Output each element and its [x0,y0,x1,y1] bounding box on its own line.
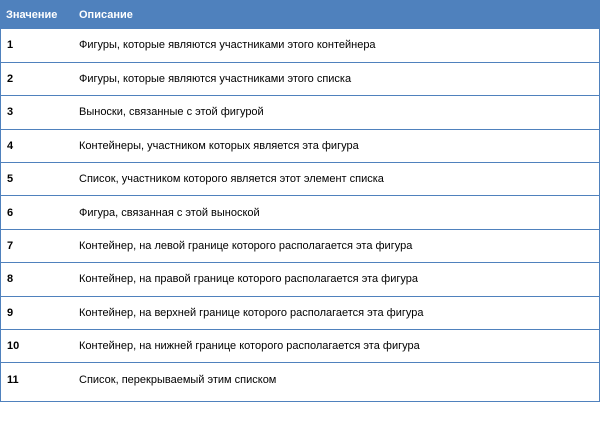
row-description: Фигуры, которые являются участниками этого контейнера [79,39,376,52]
row-value: 10 [7,340,20,353]
row-description: Фигура, связанная с этой выноской [79,206,260,219]
row-description: Контейнер, на правой границе которого располагается эта фигура [79,273,418,286]
header-description: Описание [79,8,133,21]
table-header-row [1,0,599,29]
table-row [1,363,599,396]
row-value: 11 [7,373,19,386]
row-value: 8 [7,273,14,286]
row-description: Фигуры, которые являются участниками этого списка [79,73,352,86]
row-value: 1 [7,39,14,52]
row-description: Выноски, связанные с этой фигурой [79,106,264,119]
table-row [1,62,599,95]
row-value: 5 [7,173,14,186]
table-row [1,163,599,196]
row-value: 2 [7,73,14,86]
table-row [1,229,599,262]
table-row [1,196,599,229]
row-value: 3 [7,106,14,119]
values-table [1,0,599,396]
row-description: Контейнер, на левой границе которого располагается эта фигура [79,240,413,253]
row-value: 6 [7,206,14,219]
header-value: Значение [6,8,58,21]
row-value: 9 [7,306,14,319]
table-row [1,96,599,129]
table-row [1,330,599,363]
row-description: Контейнер, на нижней границе которого располагается эта фигура [79,340,420,353]
row-description: Контейнеры, участником которых является эта фигура [79,139,359,152]
row-description: Список, участником которого является этот элемент списка [79,173,384,186]
table-row [1,296,599,329]
row-description: Контейнер, на верхней границе которого располагается эта фигура [79,306,424,319]
table-row [1,263,599,296]
table-row [1,129,599,162]
table-row [1,29,599,62]
row-value: 4 [7,139,14,152]
row-value: 7 [7,240,14,253]
row-description: Список, перекрываемый этим списком [79,373,277,386]
